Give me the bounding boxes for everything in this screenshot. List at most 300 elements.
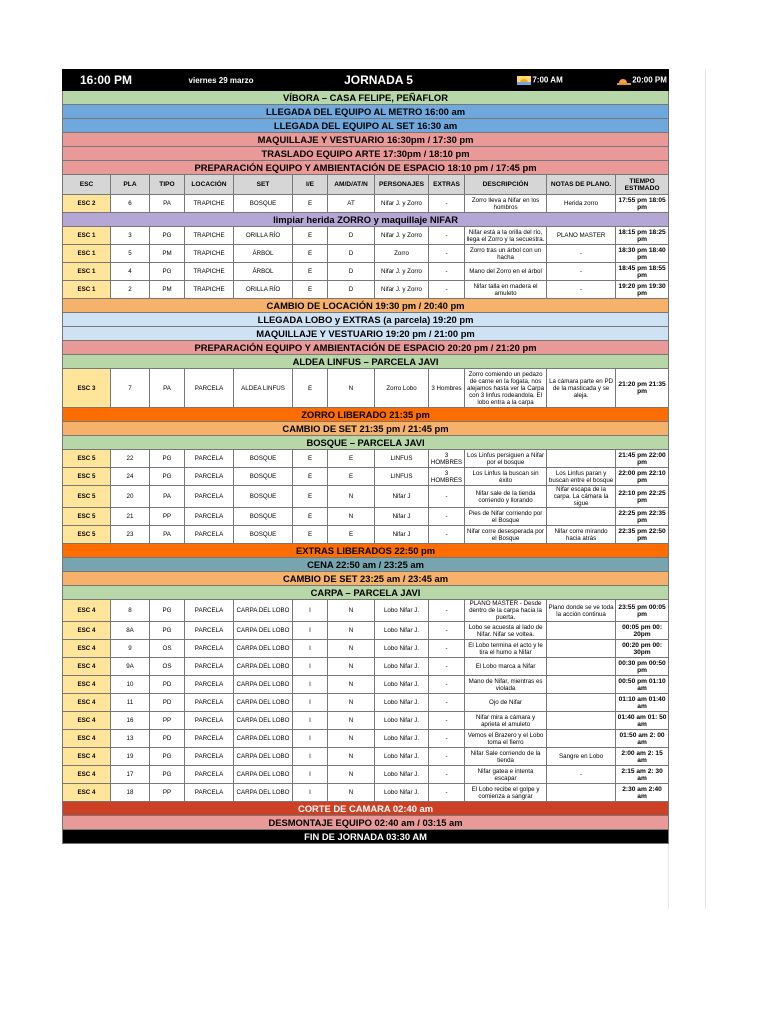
cell-notas: - — [547, 281, 616, 299]
band-text: PREPARACIÓN EQUIPO Y AMBIENTACIÓN DE ESPACIO 20:20 pm / 21:20 pm — [63, 341, 669, 355]
cell-esc: ESC 5 — [63, 468, 111, 486]
cell-personajes: Zorro — [375, 245, 429, 263]
schedule-body — [63, 91, 669, 844]
cell-personajes: Lobo Nifar J. — [375, 658, 429, 676]
cell-descripcion: Mano de Nifar, mientras es violada — [465, 676, 547, 694]
cell-locacion: PARCELA — [185, 748, 234, 766]
cell-locacion: PARCELA — [185, 369, 234, 408]
cell-locacion: TRAPICHE — [185, 195, 234, 213]
column-header: EXTRAS — [429, 175, 465, 195]
cell-tipo: PD — [150, 694, 185, 712]
cell-descripcion: Lobo se acuesta al lado de Nifar. Nifar se voltea. — [465, 622, 547, 640]
column-header: DESCRIPCIÓN — [465, 175, 547, 195]
cell-locacion: PARCELA — [185, 450, 234, 468]
cell-esc: ESC 5 — [63, 450, 111, 468]
cell-descripcion: Vemos el Brazero y el Lobo toma el fierro — [465, 730, 547, 748]
header-bar — [63, 70, 669, 91]
cell-notas: Nifar corre mirando hacia atrás — [547, 526, 616, 544]
cell-descripcion: Nifar Sale corriendo de la tienda — [465, 748, 547, 766]
band-text: CENA 22:50 am / 23:25 am — [63, 558, 669, 572]
cell-esc: ESC 4 — [63, 712, 111, 730]
scene-row — [63, 281, 669, 299]
cell-personajes: Lobo Nifar J. — [375, 748, 429, 766]
cell-pla: 9 — [111, 640, 150, 658]
cell-extras: - — [429, 508, 465, 526]
cell-descripcion: Mano del Zorro en el árbol — [465, 263, 547, 281]
cell-tipo: PM — [150, 281, 185, 299]
cell-time-of-day: N — [328, 369, 375, 408]
band-text: TRASLADO EQUIPO ARTE 17:30pm / 18:10 pm — [63, 147, 669, 161]
cell-time-of-day: N — [328, 694, 375, 712]
cell-notas: - — [547, 245, 616, 263]
band-text: LLEGADA DEL EQUIPO AL SET 16:30 am — [63, 119, 669, 133]
cell-time-of-day: D — [328, 245, 375, 263]
cell-extras: - — [429, 600, 465, 622]
band-text: CAMBIO DE SET 23:25 am / 23:45 am — [63, 572, 669, 586]
column-header: TIEMPO ESTIMADO — [616, 175, 669, 195]
cell-locacion: PARCELA — [185, 694, 234, 712]
cell-notas: Sangre en Lobo — [547, 748, 616, 766]
cell-esc: ESC 5 — [63, 486, 111, 508]
section-band — [63, 802, 669, 816]
section-band — [63, 119, 669, 133]
cell-pla: 17 — [111, 766, 150, 784]
cell-tiempo: 00:20 pm 00: 30pm — [616, 640, 669, 658]
cell-set: ORILLA RÍO — [234, 227, 293, 245]
cell-pla: 10 — [111, 676, 150, 694]
cell-tiempo: 17:55 pm 18:05 pm — [616, 195, 669, 213]
scene-row — [63, 622, 669, 640]
cell-notas — [547, 640, 616, 658]
cell-tiempo: 21:45 pm 22:00 pm — [616, 450, 669, 468]
section-band — [63, 816, 669, 830]
cell-ie: E — [293, 281, 328, 299]
cell-pla: 23 — [111, 526, 150, 544]
cell-tiempo: 01:40 am 01: 50 am — [616, 712, 669, 730]
cell-notas — [547, 658, 616, 676]
cell-ie: I — [293, 600, 328, 622]
cell-locacion: PARCELA — [185, 486, 234, 508]
cell-ie: I — [293, 640, 328, 658]
cell-tipo: PA — [150, 486, 185, 508]
cell-locacion: PARCELA — [185, 658, 234, 676]
cell-locacion: PARCELA — [185, 730, 234, 748]
cell-descripcion: Nifar mira a cámara y aprieta el amuleto — [465, 712, 547, 730]
cell-descripcion: Pies de Nifar corriendo por el Bosque — [465, 508, 547, 526]
cell-extras: - — [429, 712, 465, 730]
cell-extras: - — [429, 676, 465, 694]
cell-pla: 2 — [111, 281, 150, 299]
cell-esc: ESC 4 — [63, 694, 111, 712]
cell-notas — [547, 622, 616, 640]
scene-row — [63, 600, 669, 622]
cell-time-of-day: D — [328, 227, 375, 245]
cell-locacion: PARCELA — [185, 600, 234, 622]
cell-notas: Nifar escapa de la carpa. La cámara la sigue — [547, 486, 616, 508]
cell-extras: - — [429, 195, 465, 213]
scene-row — [63, 748, 669, 766]
cell-set: BOSQUE — [234, 526, 293, 544]
cell-notas: PLANO MASTER — [547, 227, 616, 245]
cell-descripcion: Nifar está a la orilla del río, llega el Zorro y la secuestra. — [465, 227, 547, 245]
column-header: SET — [234, 175, 293, 195]
section-band — [63, 544, 669, 558]
cell-descripcion: Nifar talla en madera el amuleto — [465, 281, 547, 299]
cell-descripcion: Zorro tras un árbol con un hacha — [465, 245, 547, 263]
cell-descripcion: Zorro lleva a Nifar en los hombros — [465, 195, 547, 213]
scene-row — [63, 508, 669, 526]
cell-locacion: PARCELA — [185, 784, 234, 802]
cell-esc: ESC 4 — [63, 658, 111, 676]
cell-tiempo: 21:20 pm 21:35 pm — [616, 369, 669, 408]
cell-tiempo: 00:50 pm 01:10 am — [616, 676, 669, 694]
section-band — [63, 91, 669, 105]
cell-personajes: Nifar J. y Zorro — [375, 263, 429, 281]
section-band — [63, 436, 669, 450]
band-text: CORTE DE CAMARA 02:40 am — [63, 802, 669, 816]
cell-esc: ESC 4 — [63, 676, 111, 694]
cell-personajes: Nifar J — [375, 486, 429, 508]
cell-notas: - — [547, 263, 616, 281]
band-text: CAMBIO DE LOCACIÓN 19:30 pm / 20:40 pm — [63, 299, 669, 313]
sunset — [616, 70, 669, 91]
cell-set: CARPA DEL LOBO — [234, 622, 293, 640]
cell-time-of-day: N — [328, 730, 375, 748]
cell-ie: E — [293, 450, 328, 468]
cell-notas: La cámara parte en PD de la masticada y se aleja. — [547, 369, 616, 408]
section-band — [63, 558, 669, 572]
cell-pla: 8 — [111, 600, 150, 622]
cell-tipo: PG — [150, 450, 185, 468]
cell-tipo: PP — [150, 508, 185, 526]
cell-notas: Los Linfus paran y buscan entre el bosque — [547, 468, 616, 486]
cell-ie: I — [293, 694, 328, 712]
cell-pla: 4 — [111, 263, 150, 281]
cell-notas — [547, 694, 616, 712]
cell-extras: - — [429, 784, 465, 802]
section-band — [63, 161, 669, 175]
cell-esc: ESC 3 — [63, 369, 111, 408]
cell-ie: E — [293, 245, 328, 263]
scene-row — [63, 730, 669, 748]
cell-personajes: Lobo Nifar J. — [375, 712, 429, 730]
column-header: LOCACIÓN — [185, 175, 234, 195]
cell-locacion: PARCELA — [185, 712, 234, 730]
cell-tiempo: 00:05 pm 00: 20pm — [616, 622, 669, 640]
section-band — [63, 572, 669, 586]
cell-pla: 13 — [111, 730, 150, 748]
cell-ie: I — [293, 766, 328, 784]
cell-esc: ESC 2 — [63, 195, 111, 213]
column-header: ESC — [63, 175, 111, 195]
column-header-row — [63, 175, 669, 195]
cell-pla: 6 — [111, 195, 150, 213]
section-band — [63, 299, 669, 313]
cell-pla: 3 — [111, 227, 150, 245]
cell-esc: ESC 4 — [63, 748, 111, 766]
cell-tipo: PP — [150, 712, 185, 730]
cell-ie: I — [293, 676, 328, 694]
cell-extras: - — [429, 281, 465, 299]
cell-esc: ESC 4 — [63, 784, 111, 802]
cell-notas — [547, 450, 616, 468]
band-text: CAMBIO DE SET 21:35 pm / 21:45 pm — [63, 422, 669, 436]
cell-descripcion: Ojo de Nifar — [465, 694, 547, 712]
sunrise-time: 7:00 AM — [532, 75, 563, 85]
cell-set: CARPA DEL LOBO — [234, 730, 293, 748]
cell-pla: 19 — [111, 748, 150, 766]
cell-personajes: Lobo Nifar J. — [375, 730, 429, 748]
cell-tipo: PM — [150, 245, 185, 263]
cell-locacion: PARCELA — [185, 640, 234, 658]
band-text: LLEGADA DEL EQUIPO AL METRO 16:00 am — [63, 105, 669, 119]
jornada-title: JORNADA 5 — [293, 70, 465, 91]
schedule-table — [62, 69, 669, 844]
shoot-date: viernes 29 marzo — [150, 70, 293, 91]
cell-ie: I — [293, 712, 328, 730]
sunrise — [465, 70, 616, 91]
band-text: LLEGADA LOBO y EXTRAS (a parcela) 19:20 pm — [63, 313, 669, 327]
scene-row — [63, 263, 669, 281]
cell-extras: - — [429, 263, 465, 281]
cell-time-of-day: N — [328, 486, 375, 508]
scene-row — [63, 784, 669, 802]
scene-row — [63, 658, 669, 676]
cell-tiempo: 00:30 pm 00:50 pm — [616, 658, 669, 676]
cell-extras: 3 HOMBRES — [429, 468, 465, 486]
cell-time-of-day: N — [328, 640, 375, 658]
cell-locacion: PARCELA — [185, 468, 234, 486]
column-header: AM/D/AT/N — [328, 175, 375, 195]
cell-extras: - — [429, 245, 465, 263]
column-header: PLA — [111, 175, 150, 195]
section-band — [63, 341, 669, 355]
cell-personajes: Nifar J — [375, 508, 429, 526]
cell-personajes: LINFUS — [375, 468, 429, 486]
cell-tiempo: 2:00 am 2: 15 am — [616, 748, 669, 766]
cell-tipo: PA — [150, 195, 185, 213]
cell-tipo: PG — [150, 600, 185, 622]
cell-pla: 20 — [111, 486, 150, 508]
cell-tipo: PD — [150, 676, 185, 694]
band-text: DESMONTAJE EQUIPO 02:40 am / 03:15 am — [63, 816, 669, 830]
cell-tiempo: 18:45 pm 18:55 pm — [616, 263, 669, 281]
cell-time-of-day: E — [328, 450, 375, 468]
cell-descripcion: Nifar corre desesperada por el Bosque — [465, 526, 547, 544]
cell-ie: I — [293, 658, 328, 676]
cell-set: CARPA DEL LOBO — [234, 640, 293, 658]
cell-extras: - — [429, 766, 465, 784]
cell-tiempo: 22:00 pm 22:10 pm — [616, 468, 669, 486]
cell-pla: 8A — [111, 622, 150, 640]
cell-tiempo: 22:25 pm 22:35 pm — [616, 508, 669, 526]
cell-pla: 7 — [111, 369, 150, 408]
cell-ie: E — [293, 508, 328, 526]
cell-ie: I — [293, 730, 328, 748]
cell-descripcion: El Lobo termina el acto y le tira el humo a Nifar — [465, 640, 547, 658]
cell-ie: I — [293, 622, 328, 640]
column-header: PERSONAJES — [375, 175, 429, 195]
section-band — [63, 327, 669, 341]
cell-personajes: Lobo Nifar J. — [375, 622, 429, 640]
cell-set: ÁRBOL — [234, 245, 293, 263]
section-band — [63, 313, 669, 327]
scene-row — [63, 526, 669, 544]
cell-tipo: PG — [150, 468, 185, 486]
scene-row — [63, 694, 669, 712]
cell-set: CARPA DEL LOBO — [234, 694, 293, 712]
band-text: ZORRO LIBERADO 21:35 pm — [63, 408, 669, 422]
cell-set: CARPA DEL LOBO — [234, 748, 293, 766]
cell-time-of-day: N — [328, 676, 375, 694]
column-header: I/E — [293, 175, 328, 195]
cell-esc: ESC 4 — [63, 730, 111, 748]
cell-tipo: PA — [150, 369, 185, 408]
band-text: MAQUILLAJE Y VESTUARIO 16:30pm / 17:30 pm — [63, 133, 669, 147]
cell-set: CARPA DEL LOBO — [234, 766, 293, 784]
cell-extras: - — [429, 622, 465, 640]
sunset-icon — [617, 76, 631, 85]
cell-tipo: PG — [150, 227, 185, 245]
section-band — [63, 133, 669, 147]
cell-esc: ESC 4 — [63, 600, 111, 622]
cell-descripcion: PLANO MASTER - Desde dentro de la carpa hacia la puerta. — [465, 600, 547, 622]
column-header: TIPO — [150, 175, 185, 195]
cell-time-of-day: D — [328, 263, 375, 281]
cell-locacion: PARCELA — [185, 766, 234, 784]
scene-row — [63, 227, 669, 245]
cell-personajes: Lobo Nifar J. — [375, 694, 429, 712]
cell-descripcion: El Lobo recibe el golpe y comienza a sangrar — [465, 784, 547, 802]
cell-personajes: LINFUS — [375, 450, 429, 468]
cell-pla: 22 — [111, 450, 150, 468]
cell-extras: - — [429, 730, 465, 748]
scene-row — [63, 676, 669, 694]
cell-ie: E — [293, 468, 328, 486]
cell-set: BOSQUE — [234, 468, 293, 486]
cell-time-of-day: N — [328, 784, 375, 802]
cell-time-of-day: N — [328, 658, 375, 676]
section-band — [63, 355, 669, 369]
cell-extras: - — [429, 694, 465, 712]
cell-tipo: PG — [150, 748, 185, 766]
scene-row — [63, 766, 669, 784]
cell-notas — [547, 676, 616, 694]
cell-tipo: PG — [150, 263, 185, 281]
cell-notas — [547, 508, 616, 526]
cell-tiempo: 22:35 pm 22:50 pm — [616, 526, 669, 544]
cell-time-of-day: N — [328, 748, 375, 766]
cell-descripcion: Los Linfus persiguen a Nifar por el bosque — [465, 450, 547, 468]
cell-ie: E — [293, 195, 328, 213]
cell-personajes: Nifar J. y Zorro — [375, 281, 429, 299]
section-band — [63, 408, 669, 422]
section-band — [63, 105, 669, 119]
cell-locacion: PARCELA — [185, 676, 234, 694]
cell-ie: E — [293, 526, 328, 544]
band-text: ALDEA LINFUS – PARCELA JAVI — [63, 355, 669, 369]
cell-locacion: PARCELA — [185, 622, 234, 640]
call-sheet — [62, 69, 668, 844]
cell-time-of-day: E — [328, 468, 375, 486]
column-header: NOTAS DE PLANO. — [547, 175, 616, 195]
cell-personajes: Nifar J — [375, 526, 429, 544]
band-text: EXTRAS LIBERADOS 22:50 pm — [63, 544, 669, 558]
cell-esc: ESC 5 — [63, 508, 111, 526]
cell-set: BOSQUE — [234, 195, 293, 213]
cell-time-of-day: N — [328, 766, 375, 784]
cell-ie: E — [293, 263, 328, 281]
cell-pla: 24 — [111, 468, 150, 486]
cell-descripcion: Zorro comiendo un pedazo de carne en la fogata, nos alejamos hasta ver la Carpa con 3 linfus rodeandola. El lobo entra a la carpa — [465, 369, 547, 408]
cell-extras: 3 Hombres — [429, 369, 465, 408]
cell-extras: - — [429, 227, 465, 245]
scene-row — [63, 450, 669, 468]
scene-row — [63, 195, 669, 213]
cell-personajes: Nifar J. y Zorro — [375, 227, 429, 245]
cell-notas: Herida zorro — [547, 195, 616, 213]
band-text: MAQUILLAJE Y VESTUARIO 19:20 pm / 21:00 pm — [63, 327, 669, 341]
cell-set: CARPA DEL LOBO — [234, 712, 293, 730]
sunrise-icon — [517, 76, 531, 85]
cell-esc: ESC 1 — [63, 227, 111, 245]
cell-personajes: Lobo Nifar J. — [375, 676, 429, 694]
cell-locacion: PARCELA — [185, 526, 234, 544]
cell-esc: ESC 1 — [63, 245, 111, 263]
cell-pla: 21 — [111, 508, 150, 526]
scene-row — [63, 468, 669, 486]
section-band — [63, 586, 669, 600]
cell-personajes: Lobo Nifar J. — [375, 600, 429, 622]
cell-tiempo: 2:30 am 2:40 am — [616, 784, 669, 802]
cell-pla: 11 — [111, 694, 150, 712]
cell-set: BOSQUE — [234, 450, 293, 468]
cell-tiempo: 2:15 am 2: 30 am — [616, 766, 669, 784]
cell-set: CARPA DEL LOBO — [234, 784, 293, 802]
band-text: VÍBORA – CASA FELIPE, PEÑAFLOR — [63, 91, 669, 105]
cell-set: ÁRBOL — [234, 263, 293, 281]
cell-set: CARPA DEL LOBO — [234, 676, 293, 694]
cell-tipo: PG — [150, 766, 185, 784]
cell-personajes: Lobo Nifar J. — [375, 640, 429, 658]
cell-set: ORILLA RÍO — [234, 281, 293, 299]
call-time: 16:00 PM — [63, 70, 150, 91]
cell-esc: ESC 4 — [63, 766, 111, 784]
scene-row — [63, 486, 669, 508]
cell-time-of-day: N — [328, 508, 375, 526]
cell-ie: I — [293, 784, 328, 802]
cell-esc: ESC 1 — [63, 281, 111, 299]
cell-personajes: Lobo Nifar J. — [375, 766, 429, 784]
band-text: BOSQUE – PARCELA JAVI — [63, 436, 669, 450]
cell-set: CARPA DEL LOBO — [234, 600, 293, 622]
cell-tiempo: 18:30 pm 18:40 pm — [616, 245, 669, 263]
section-band — [63, 422, 669, 436]
cell-pla: 16 — [111, 712, 150, 730]
cell-tipo: PD — [150, 730, 185, 748]
band-text: PREPARACIÓN EQUIPO Y AMBIENTACIÓN DE ESPACIO 18:10 pm / 17:45 pm — [63, 161, 669, 175]
cell-descripcion: Nifar gatea e intenta escapar — [465, 766, 547, 784]
cell-extras: - — [429, 748, 465, 766]
cell-personajes: Zorro Lobo — [375, 369, 429, 408]
cell-descripcion: El Lobo marca a Nifar — [465, 658, 547, 676]
cell-time-of-day: N — [328, 712, 375, 730]
cell-locacion: PARCELA — [185, 508, 234, 526]
cell-set: CARPA DEL LOBO — [234, 658, 293, 676]
cell-tiempo: 01:10 am 01:40 am — [616, 694, 669, 712]
cell-locacion: TRAPICHE — [185, 281, 234, 299]
cell-notas: Plano donde se ve toda la acción continua — [547, 600, 616, 622]
